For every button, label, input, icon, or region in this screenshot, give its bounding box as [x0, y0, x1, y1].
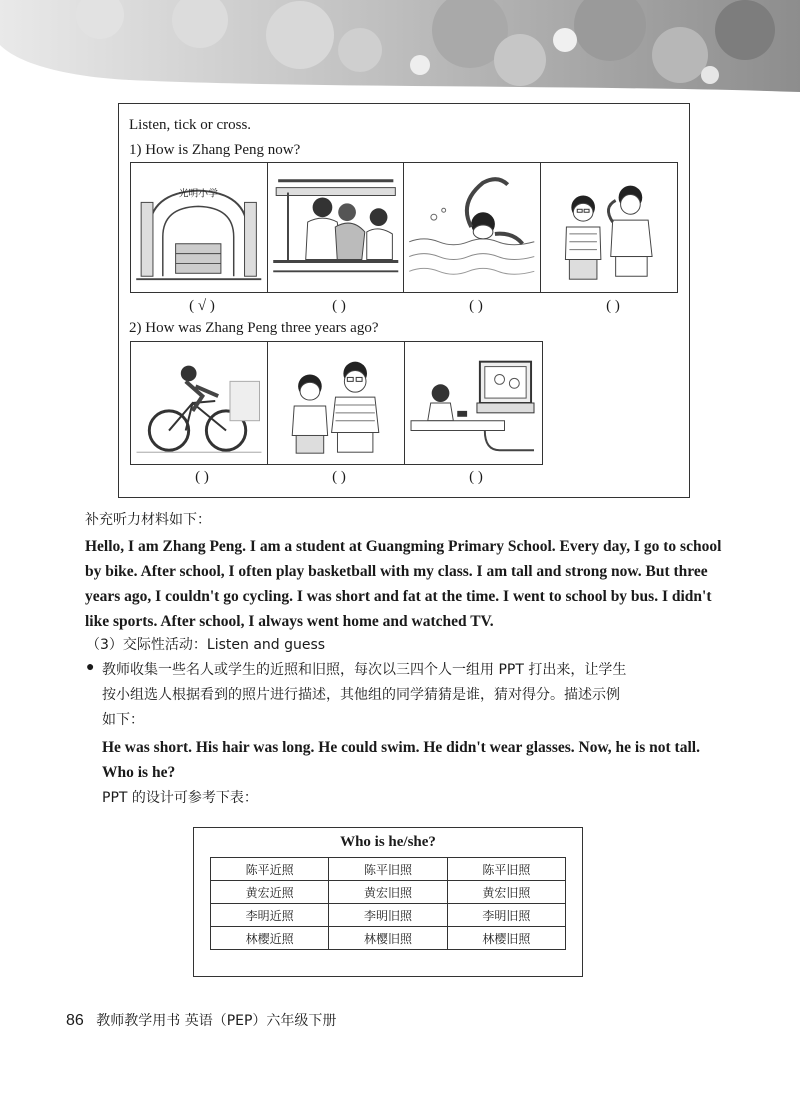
picture-school-gate: [131, 163, 268, 292]
table-title: Who is he/she?: [340, 834, 436, 850]
table-cell: 李明近照: [211, 904, 329, 927]
bullet-dot-icon: ●: [86, 660, 95, 675]
table-cell: 黄宏旧照: [447, 881, 565, 904]
question-1: 1) How is Zhang Peng now?: [129, 142, 301, 158]
question-1-pictures: [130, 162, 678, 293]
table-row: [211, 927, 566, 950]
table-row: [211, 904, 566, 927]
q2-answer-3[interactable]: ( ): [469, 469, 483, 485]
bullet-line-3: 如下：: [102, 712, 144, 728]
picture-swimming: [404, 163, 541, 292]
bullet-line-1: 教师收集一些名人或学生的近照和旧照，每次以三四个人一组用 PPT 打出来，让学生: [102, 662, 627, 678]
listening-line-4: like sports. After school, I always went home and watched TV.: [85, 613, 494, 630]
table-cell: 陈平近照: [211, 858, 329, 881]
question-2: 2) How was Zhang Peng three years ago?: [129, 320, 379, 336]
table-cell: 李明旧照: [329, 904, 447, 927]
table-cell: 黄宏旧照: [329, 881, 447, 904]
q2-answer-2[interactable]: ( ): [332, 469, 346, 485]
table-cell: 林樱旧照: [447, 927, 565, 950]
ppt-note: PPT 的设计可参考下表：: [102, 790, 258, 806]
picture-two-boys: [541, 163, 678, 292]
question-2-pictures: [130, 341, 543, 465]
listening-line-1: Hello, I am Zhang Peng. I am a student at Guangming Primary School. Every day, I go to school: [85, 538, 722, 555]
school-sign-text: 光明小学: [178, 188, 218, 200]
photo-table: [210, 857, 566, 950]
page-number: 86: [66, 1012, 84, 1029]
q1-answer-3[interactable]: ( ): [469, 298, 483, 314]
bullet-line-2: 按小组选人根据看到的照片进行描述，其他组的同学猜猜是谁，猜对得分。描述示例: [102, 687, 620, 703]
table-cell: 李明旧照: [447, 904, 565, 927]
supplement-heading: 补充听力材料如下：: [85, 512, 211, 528]
table-cell: 陈平旧照: [447, 858, 565, 881]
activity-heading: （3）交际性活动：Listen and guess: [86, 637, 326, 653]
picture-bus: [268, 163, 405, 292]
listening-line-3: years ago, I couldn't go cycling. I was short and fat at the time. I went to school by bus. I didn't: [85, 588, 712, 605]
header-floral-banner: [0, 0, 800, 95]
table-row: [211, 881, 566, 904]
listening-line-2: by bike. After school, I often play basketball with my class. I am tall and strong now. But three: [85, 563, 708, 580]
table-cell: 陈平旧照: [329, 858, 447, 881]
picture-watching-tv: [405, 342, 542, 464]
table-row: [211, 858, 566, 881]
example-line-2: Who is he?: [102, 764, 176, 781]
table-cell: 林樱近照: [211, 927, 329, 950]
q1-answer-4[interactable]: ( ): [606, 298, 620, 314]
table-cell: 黄宏近照: [211, 881, 329, 904]
q1-answer-2[interactable]: ( ): [332, 298, 346, 314]
picture-cycling: [131, 342, 268, 464]
exercise-instruction: Listen, tick or cross.: [129, 117, 252, 133]
q1-answer-1[interactable]: ( √ ): [189, 298, 215, 314]
picture-two-boys-past: [268, 342, 405, 464]
table-cell: 林樱旧照: [329, 927, 447, 950]
book-title: 教师教学用书 英语（PEP）六年级下册: [96, 1013, 337, 1029]
page-footer: [66, 1010, 336, 1030]
listening-exercise-box: [118, 103, 690, 498]
q2-answer-1[interactable]: ( ): [195, 469, 209, 485]
example-line-1: He was short. His hair was long. He could swim. He didn't wear glasses. Now, he is not tall.: [102, 739, 700, 756]
who-is-table-box: [193, 827, 583, 977]
